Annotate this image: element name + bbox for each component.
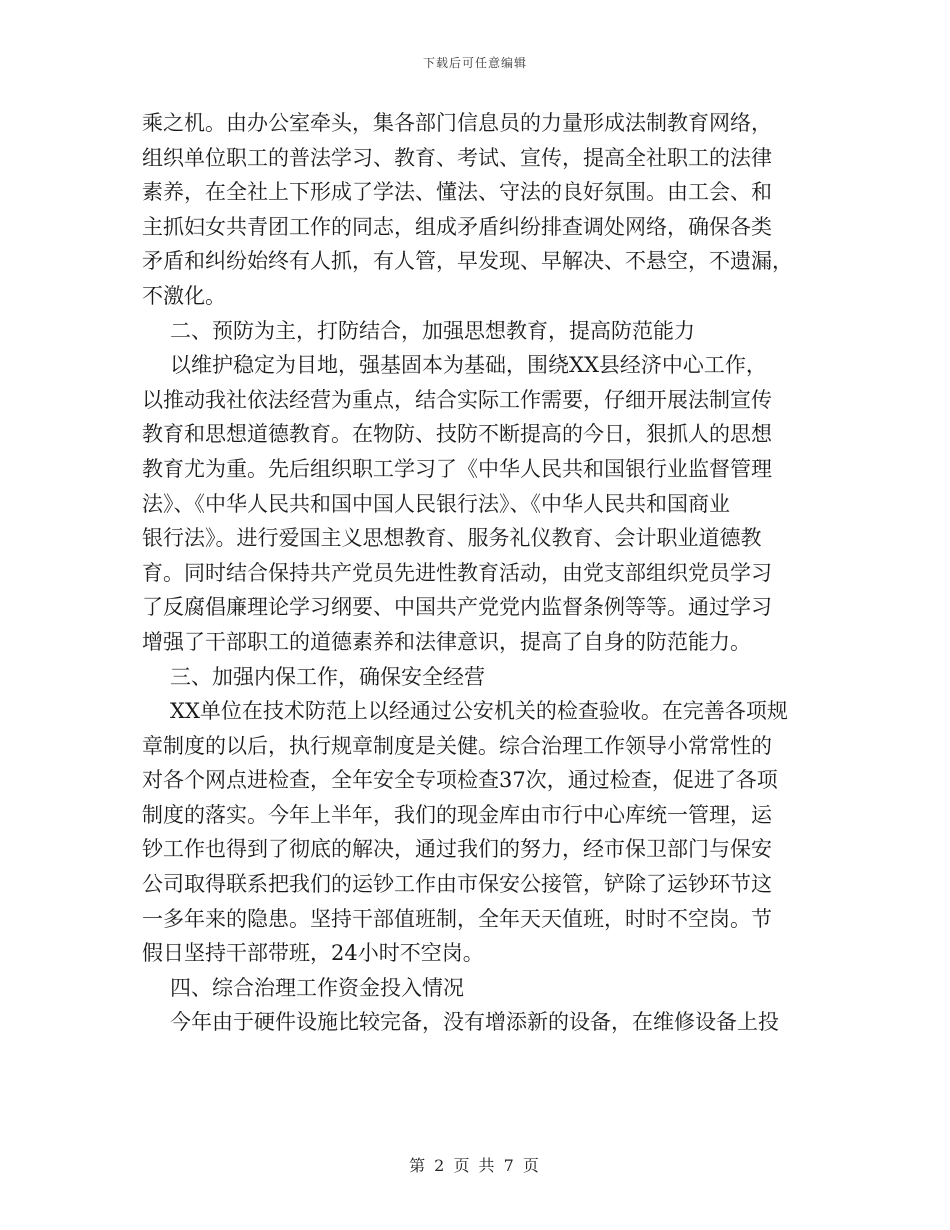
text-line: 组织单位职工的普法学习、教育、考试、宣传，提高全社职工的法律 bbox=[142, 145, 772, 170]
section-heading: 四、综合治理工作资金投入情况 bbox=[170, 975, 464, 1000]
text-line: 公司取得联系把我们的运钞工作由市保安公接管，铲除了运钞环节这 bbox=[142, 872, 772, 897]
text-line: 对各个网点进检查，全年安全专项检查37次，通过检查，促进了各项 bbox=[142, 768, 778, 793]
text-line: 了反腐倡廉理论学习纲要、中国共产党党内监督条例等等。通过学习 bbox=[142, 595, 772, 620]
text-line: 以维护稳定为目地，强基固本为基础，围绕XX县经济中心工作， bbox=[170, 353, 767, 378]
text-line: 乘之机。由办公室牵头，集各部门信息员的力量形成法制教育网络， bbox=[142, 111, 772, 135]
text-line: 教育尤为重。先后组织职工学习了《中华人民共和国银行业监督管理 bbox=[142, 456, 772, 481]
text-line: 育。同时结合保持共产党员先进性教育活动，由党支部组织党员学习 bbox=[142, 560, 772, 585]
text-line: 不激化。 bbox=[142, 283, 226, 308]
text-line: 钞工作也得到了彻底的解决，通过我们的努力，经市保卫部门与保安 bbox=[142, 837, 772, 862]
text-line: 素养，在全社上下形成了学法、懂法、守法的良好氛围。由工会、和 bbox=[142, 180, 772, 205]
text-line: 假日坚持干部带班，24小时不空岗。 bbox=[142, 941, 484, 966]
text-line: 教育和思想道德教育。在物防、技防不断提高的今日，狠抓人的思想 bbox=[142, 422, 772, 447]
text-line: 章制度的以后，执行规章制度是关健。综合治理工作领导小常常性的 bbox=[142, 733, 772, 758]
section-heading: 三、加强内保工作，确保安全经营 bbox=[170, 664, 485, 689]
document-body bbox=[142, 106, 802, 1040]
text-line: XX单位在技术防范上以经通过公安机关的检查验收。在完善各项规 bbox=[170, 699, 788, 724]
text-line: 矛盾和纠纷始终有人抓，有人管，早发现、早解决、不悬空，不遗漏， bbox=[142, 249, 793, 274]
text-line: 增强了干部职工的道德素养和法律意识，提高了自身的防范能力。 bbox=[142, 629, 751, 654]
text-line: 以推动我社依法经营为重点，结合实际工作需要，仔细开展法制宣传 bbox=[142, 387, 772, 412]
section-heading: 二、预防为主，打防结合，加强思想教育，提高防范能力 bbox=[170, 318, 695, 343]
text-line: 主抓妇女共青团工作的同志，组成矛盾纠纷排查调处网络，确保各类 bbox=[142, 214, 772, 239]
text-line: 一多年来的隐患。坚持干部值班制，全年天天值班，时时不空岗。节 bbox=[142, 906, 772, 931]
text-line: 制度的落实。今年上半年，我们的现金库由市行中心库统一管理，运 bbox=[142, 802, 772, 827]
page-number-footer: 第 2 页 共 7 页 bbox=[409, 1156, 541, 1175]
text-line: 今年由于硬件设施比较完备，没有增添新的设备，在维修设备上投 bbox=[170, 1010, 779, 1035]
text-line: 银行法》。进行爱国主义思想教育、服务礼仪教育、会计职业道德教 bbox=[142, 526, 762, 551]
page-header: 下载后可任意编辑 bbox=[422, 56, 527, 70]
text-line: 法》、《中华人民共和国中国人民银行法》、《中华人民共和国商业 bbox=[142, 491, 730, 516]
